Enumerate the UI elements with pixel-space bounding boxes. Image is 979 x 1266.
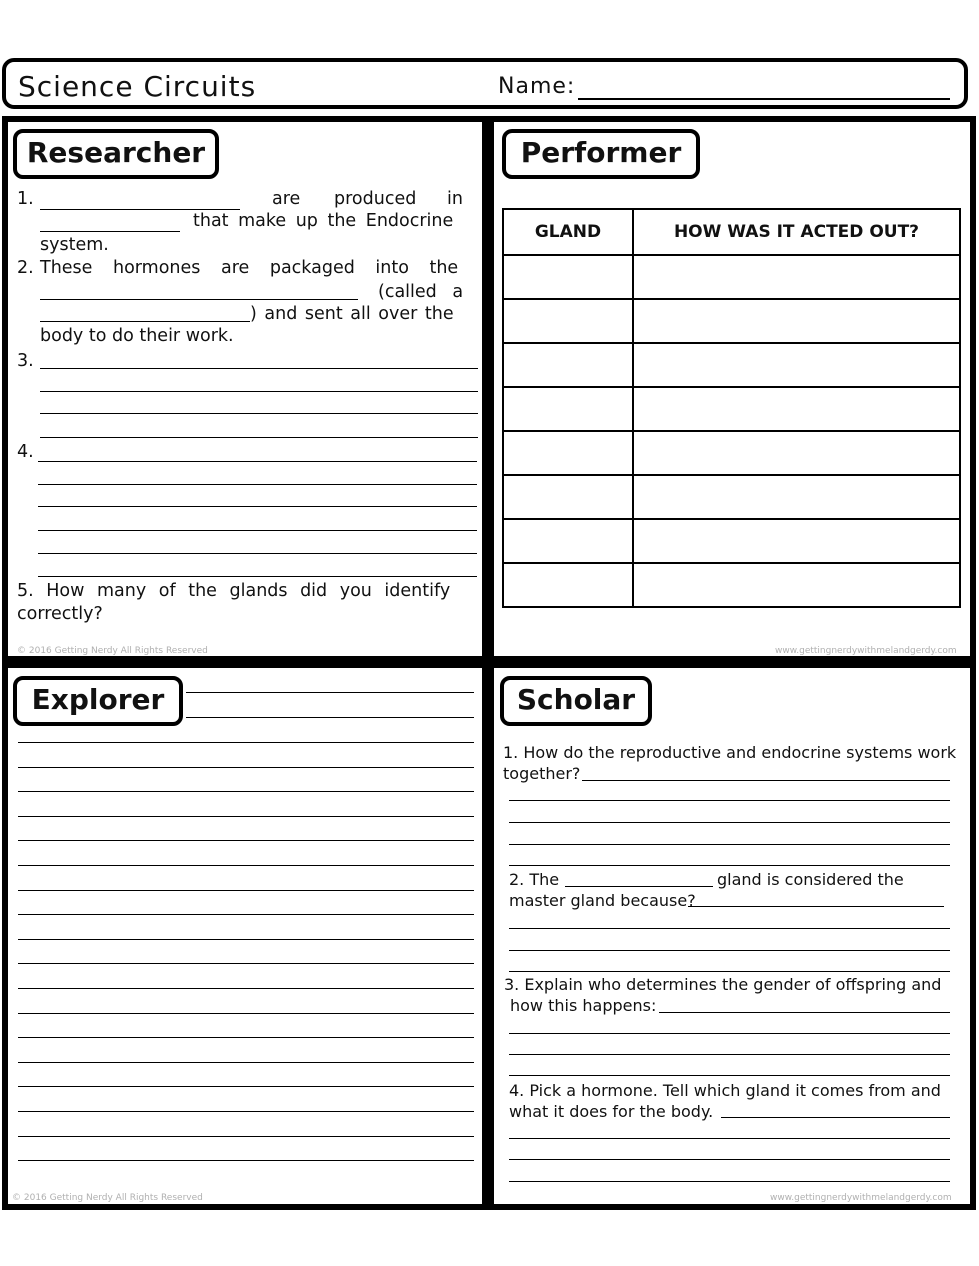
r-q5-line2: correctly? — [17, 604, 103, 624]
acted-cell[interactable] — [633, 475, 960, 519]
explorer-panel — [2, 662, 488, 1210]
e-line[interactable] — [18, 890, 474, 891]
gland-cell[interactable] — [503, 519, 633, 563]
performer-badge: Performer — [502, 129, 700, 179]
s-q4-line[interactable] — [509, 1138, 950, 1139]
e-line[interactable] — [18, 963, 474, 964]
worksheet-header — [2, 58, 968, 109]
s-q1-line[interactable] — [509, 865, 950, 866]
s-q4-line[interactable] — [509, 1181, 950, 1182]
s-q1-line[interactable] — [509, 822, 950, 823]
name-label: Name: — [498, 74, 576, 99]
r-q1-blank2[interactable] — [40, 231, 180, 232]
e-line[interactable] — [18, 939, 474, 940]
e-line[interactable] — [18, 988, 474, 989]
s-q4-line1: 4. Pick a hormone. Tell which gland it comes from and — [509, 1081, 941, 1100]
s-q2-line[interactable] — [509, 950, 950, 951]
gland-cell[interactable] — [503, 343, 633, 387]
table-row — [503, 299, 960, 343]
r-q4-num: 4. — [17, 442, 34, 462]
e-line[interactable] — [18, 865, 474, 866]
gland-cell[interactable] — [503, 475, 633, 519]
s-q2-gland: gland is considered the — [717, 870, 904, 889]
s-q2-line2: master gland because? — [509, 891, 696, 910]
e-line[interactable] — [18, 816, 474, 817]
r-q4-line[interactable] — [38, 553, 477, 554]
acted-cell[interactable] — [633, 299, 960, 343]
gland-cell[interactable] — [503, 563, 633, 607]
s-q3-line[interactable] — [509, 1033, 950, 1034]
r-q4-line[interactable] — [38, 461, 477, 462]
e-line[interactable] — [186, 717, 474, 718]
s-q4-line[interactable] — [721, 1117, 950, 1118]
r-q2-line3: ) and sent all over the — [250, 304, 454, 324]
e-line[interactable] — [18, 1086, 474, 1087]
e-line[interactable] — [18, 742, 474, 743]
explorer-footer: © 2016 Getting Nerdy All Rights Reserved — [12, 1193, 203, 1203]
r-q1-in: in — [447, 189, 463, 209]
name-field[interactable] — [578, 98, 950, 100]
scholar-footer: www.gettingnerdywithmelandgerdy.com — [770, 1193, 952, 1203]
e-line[interactable] — [18, 914, 474, 915]
r-q3-line[interactable] — [40, 413, 478, 414]
acted-cell[interactable] — [633, 343, 960, 387]
e-line[interactable] — [186, 692, 474, 693]
r-q2-blank1[interactable] — [40, 299, 358, 300]
r-q4-line[interactable] — [38, 530, 477, 531]
r-q2-num: 2. — [17, 258, 34, 278]
acted-cell[interactable] — [633, 255, 960, 299]
s-q1-line[interactable] — [509, 844, 950, 845]
s-q3-line[interactable] — [509, 1075, 950, 1076]
s-q2-line[interactable] — [509, 971, 950, 972]
e-line[interactable] — [18, 1111, 474, 1112]
r-q1-num: 1. — [17, 189, 34, 209]
worksheet-title: Science Circuits — [18, 70, 257, 103]
r-q2-called: (called a — [378, 282, 464, 302]
s-q3-line[interactable] — [659, 1012, 950, 1013]
performer-footer: www.gettingnerdywithmelandgerdy.com — [775, 646, 957, 656]
table-row — [503, 475, 960, 519]
r-q3-line[interactable] — [40, 368, 478, 369]
s-q3-line1: 3. Explain who determines the gender of offspring and — [504, 975, 942, 994]
acted-cell[interactable] — [633, 387, 960, 431]
scholar-badge: Scholar — [500, 676, 652, 726]
researcher-badge: Researcher — [13, 129, 219, 179]
table-row — [503, 255, 960, 299]
e-line[interactable] — [18, 791, 474, 792]
s-q1-line[interactable] — [582, 780, 950, 781]
s-q3-line[interactable] — [509, 1054, 950, 1055]
explorer-badge: Explorer — [13, 676, 183, 726]
col-gland-header: GLAND — [503, 209, 633, 255]
r-q4-line[interactable] — [38, 506, 477, 507]
s-q3-line2: how this happens: — [510, 996, 657, 1015]
researcher-footer: © 2016 Getting Nerdy All Rights Reserved — [17, 646, 208, 656]
gland-cell[interactable] — [503, 431, 633, 475]
r-q4-line[interactable] — [38, 576, 477, 577]
r-q4-line[interactable] — [38, 484, 477, 485]
table-row — [503, 387, 960, 431]
s-q2-blank[interactable] — [565, 886, 713, 887]
r-q3-line[interactable] — [40, 437, 478, 438]
table-row — [503, 343, 960, 387]
e-line[interactable] — [18, 1136, 474, 1137]
acted-cell[interactable] — [633, 431, 960, 475]
acted-cell[interactable] — [633, 563, 960, 607]
e-line[interactable] — [18, 1062, 474, 1063]
s-q4-line[interactable] — [509, 1159, 950, 1160]
r-q5-line1: 5. How many of the glands did you identify — [17, 581, 451, 601]
r-q1-line3: system. — [40, 235, 109, 255]
s-q1-line[interactable] — [509, 800, 950, 801]
r-q1-line2: that make up the Endocrine — [193, 211, 454, 231]
s-q1-line2: together? — [503, 764, 581, 783]
s-q4-line2: what it does for the body. — [509, 1102, 714, 1121]
gland-cell[interactable] — [503, 299, 633, 343]
gland-cell[interactable] — [503, 255, 633, 299]
e-line[interactable] — [18, 1160, 474, 1161]
r-q1-are: are — [272, 189, 301, 209]
s-q1-line1: 1. How do the reproductive and endocrine systems work — [503, 743, 957, 762]
r-q2-line4: body to do their work. — [40, 326, 234, 346]
table-row — [503, 563, 960, 607]
s-q2-line[interactable] — [509, 928, 950, 929]
performer-table — [502, 208, 961, 608]
s-q2-the: 2. The — [509, 870, 560, 889]
r-q2-line1: These hormones are packaged into the — [40, 258, 459, 278]
acted-cell[interactable] — [633, 519, 960, 563]
r-q1-produced: produced — [334, 189, 417, 209]
e-line[interactable] — [18, 840, 474, 841]
r-q2-blank2[interactable] — [40, 321, 250, 322]
e-line[interactable] — [18, 1037, 474, 1038]
table-row — [503, 519, 960, 563]
r-q3-line[interactable] — [40, 391, 478, 392]
gland-cell[interactable] — [503, 387, 633, 431]
col-acted-header: HOW WAS IT ACTED OUT? — [633, 209, 960, 255]
s-q2-line[interactable] — [688, 906, 944, 907]
e-line[interactable] — [18, 1013, 474, 1014]
e-line[interactable] — [18, 767, 474, 768]
r-q3-num: 3. — [17, 351, 34, 371]
table-row — [503, 431, 960, 475]
